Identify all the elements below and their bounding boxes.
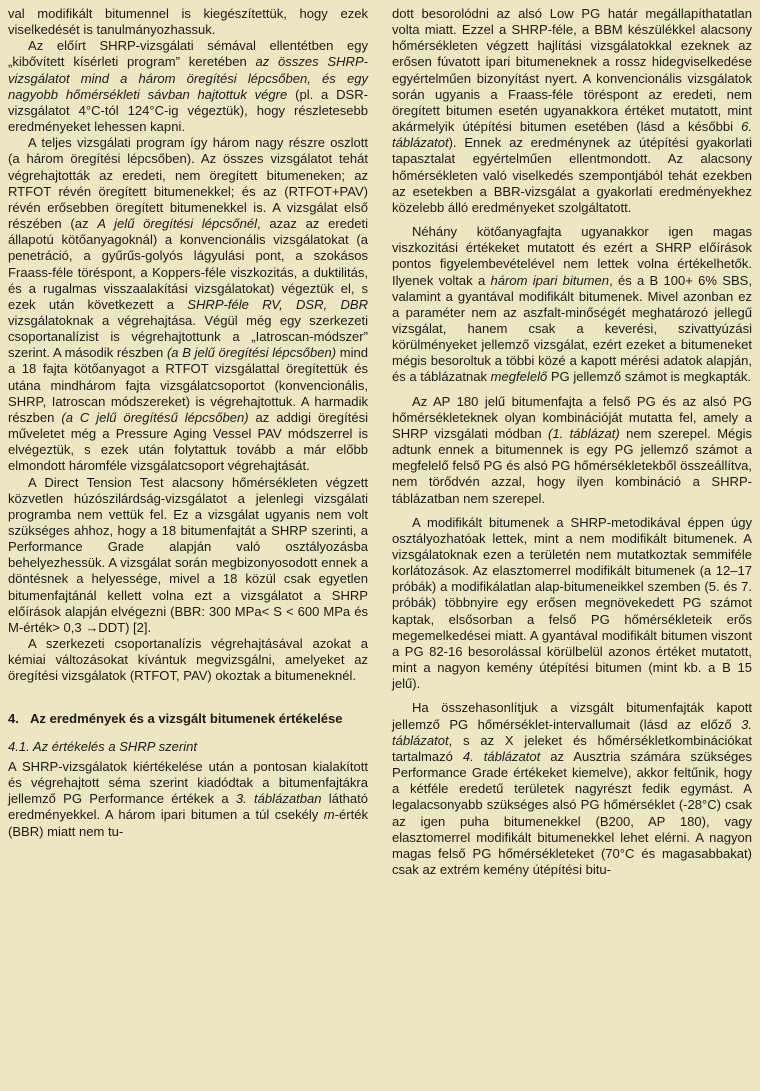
text: dott besorolódni az alsó Low PG határ megállapíthatatlan volta miatt. Ezzel a SHRP-féle, a BBM készülékkel alacsony hőmérsékleten végzett hajlítási vizsgálatokkal ezeknek az erősen fúvatott ipari bitumeneknek a rossz hidegviselkedése egyértelműen bizonyítást nyert. A konvencionális vizsgálatok során ugyanis a Fraass-féle töréspont az eredeti, nem öregített bitumen esetén ugyanakkora értéket mutatott, mint akármelyik útépítési bitumen esetében (lásd a későbbi — [392, 6, 752, 135]
paragraph — [8, 636, 368, 684]
text: nem szerepel. Mégis adtunk ennek a bitumennek is egy PG jellemző számot a megfelelő felső PG és alsó PG hőmérsékletekből összeállítva, nem törődvén azzal, hogy ilyen kombináció a SHRP-táblázatban nem szerepel. — [392, 425, 752, 506]
text: A SHRP-vizsgálatok kiértékelése után a pontosan kialakított és végrehajtott séma szerint kiadódtak a bitumenfajtákra jellemző PG Performance értékek a — [8, 758, 368, 807]
text: az Ausztria számára szükséges Performance Grade értékeket kiemelve), akkor feltűnik, hogy a kétféle eredetű területek nagyrészt fedik egymást. A legalacsonyabb szükséges alsó PG hőmérséklet (-28°C) csak az igen puha bitumenekkel (B200, AP 180), vagy elasztomerrel modifikált bitumenekkel lehet elérni. A nagyon magas felső PG hőmérsékleteket (70°C és magasabbakat) csak az extrém kemény útépítési bitu- — [392, 748, 752, 877]
paragraph — [392, 700, 752, 878]
section-title: Az eredmények és a vizsgált bitumenek értékelése — [30, 710, 343, 726]
paragraph — [8, 135, 368, 474]
text: ). Ennek az eredménynek az útépítési gyakorlati tapasztalat egyértelműen ellentmondott. Az alacsony hőmérsékleten való viselkedés szempontjából tehát ezekben az esetekben a BBR-vizsgálat a gyakorlati eredményekhez közelebb álló eredményeket szolgáltatott. — [392, 135, 752, 215]
section-number: 4. — [8, 710, 19, 726]
emphasis: megfelelő — [490, 369, 548, 385]
text: A szerkezeti csoportanalízis végrehajtásával azokat a kémiai változásokat kívántuk megvizsgálni, amelyeket az öregítési vizsgálatok (RTFOT, PAV) okoztak a bitumeneknél. — [8, 636, 368, 684]
subsection-heading: 4.1. Az értékelés a SHRP szerint — [8, 738, 198, 754]
text: Az előírt SHRP-vizsgálati sémával ellentétben egy „kibővített kísérleti program” keretében — [8, 38, 368, 70]
text: A Direct Tension Test alacsony hőmérsékleten végzett közvetlen húzószilárdság-vizsgálatot a jelenlegi vizsgálati programba nem vettük fel. Ez a vizsgálat ugyanis nem volt szükséges ahhoz, hogy a 18 bitumenfajtát a SHRP szerinti, a Performance Grade alapján való osztályozásba behelyezhessük. A vizsgálat során megbizonyosodott ennek a döntésnek a helyessége, mivel a 18 közül csak egyetlen bitumenfajtánál kellett volna ezt a vizsgálatot a SHRP előírások alapján elvégezni (BBR: 300 MPa< S < 600 MPa és M-érték> 0,3 →DDT) [2]. — [8, 474, 368, 635]
emphasis: SHRP-féle RV, DSR, DBR — [187, 296, 369, 312]
text: val modifikált bitumennel is kiegészítettük, hogy ezek viselkedését is tanulmányozhassuk. — [8, 6, 368, 38]
text: A modifikált bitumenek a SHRP-metodikával éppen úgy osztályozhatóak lettek, mint a nem modifikált bitumenek. A vizsgálatoknak ezen a területén nem mutatkoztak semmiféle korlátozások. Az elasztomerrel modifikált bitumenek (a 12–17 próbák) a modifikálatlan alap-bitumeneikkel szemben (5. és 7. próbák) többnyire egy erősen megnövekedett PG számot kaptak, elsősorban a felső PG hőmérsékleteik erős megemelkedései miatt. A gyantával modifikált bitumen viszont a PG 82-16 besorolással körülbelül azonos értéket mutatott, mint a nagyon kemény útépítési bitumen (mint kb. a B 15 jelű). — [392, 514, 752, 692]
paragraph — [392, 394, 752, 507]
emphasis: az összes SHRP-vizsgálatot mind a három öregítési lépcsőben, és egy nagyobb hőmérsékleti sávban hajtottuk végre — [8, 54, 368, 102]
emphasis: három ipari bitumen — [490, 272, 610, 288]
section-heading — [8, 711, 368, 727]
text: vizsgálatoknak a végrehajtása. Végül még egy szerkezeti csoportanalízist is végrehajtottunk a „Iatroscan-módszer” szerint. A második részben — [8, 312, 368, 361]
left-column — [8, 6, 368, 1091]
text: Néhány kötőanyagfajta ugyanakkor igen magas viszkozitási értékeket mutatott és ezért a SHRP előírások pontos figyelembevételével nem lettek volna értékelhetők. Ilyenek voltak a — [392, 224, 752, 288]
paragraph — [8, 475, 368, 637]
text: -érték (BBR) miatt nem tu- — [8, 807, 368, 839]
right-column — [392, 6, 752, 1091]
paragraph — [8, 759, 368, 840]
paragraph — [392, 6, 752, 216]
emphasis: (a B jelű öregítési lépcsőben) — [166, 345, 337, 361]
emphasis: 4. táblázatot — [462, 748, 541, 764]
text: mind a 18 fajta kötőanyagot a RTFOT vizsgálattal öregítettük és utána mindhárom fajta vizsgálatcsoportot (konvencionális, SHRP, Iatroscan módszereket) is végrehajtottuk. A harmadik részben — [8, 345, 369, 425]
text: Ha összehasonlítjuk a vizsgált bitumenfajták kapott jellemző PG hőmérséklet-intervallumait (lásd az előző — [392, 700, 752, 732]
text: , s az X jeleket és hőmérsékletkombinációkat tartalmazó — [392, 732, 752, 764]
paragraph — [8, 38, 368, 135]
emphasis: 3. táblázatot — [392, 716, 752, 748]
emphasis: 6. táblázatot — [392, 119, 752, 151]
text: , és a B 100+ 6% SBS, valamint a gyantával modifikált bitumenek. Mivel azonban ez a paraméter nem az aszfalt-minőségét meghatározó jellegű vizsgálat, hanem csak a keverési, szivattyúzási körülményeket jellemző vizsgálat, ezért ezeket a bitumeneket mégis besoroltuk a többi közé a kapott mérési adatok alapján, és a táblázatnak — [392, 272, 753, 385]
emphasis: (1. táblázat) — [548, 425, 620, 441]
paragraph — [392, 515, 752, 693]
text: A teljes vizsgálati program így három nagy részre oszlott (a három öregítési lépcsőben). Az összes vizsgálatot tehát végrehajtották az eredeti, nem öregített bitumeneken; az RTFOT révén öregített bitumenekkel; és az (RTFOT+PAV) révén erősebben öregített bitumenekkel is. A vizsgálat első részében (az — [8, 135, 368, 232]
text: , azaz az eredeti állapotú kötőanyagoknál) a konvencionális vizsgálatokat (a penetráció, a gyűrűs-golyós lágyulási pont, a szokásos Fraass-féle töréspont, a Koppers-féle viszkozitás, a duktilitás, és a rugalmas visszaalakítási vizsgálatokat) végeztük el, s ezek után következett a — [8, 216, 369, 312]
emphasis: A jelű öregítési lépcsőnél — [97, 216, 258, 232]
paragraph — [392, 224, 752, 386]
text: az addigi öregítési műveletet még a Pressure Aging Vessel PAV módszerrel is elvégeztük, s ezek után folytattuk tovább a már előbb elmondott háromféle vizsgálatcsoport végrehajtását. — [8, 409, 368, 474]
emphasis: 3. táblázatban — [235, 791, 322, 807]
text: Az AP 180 jelű bitumenfajta a felső PG és az alsó PG hőmérsékleteknek olyan kombinációját mutatta fel, amely a SHRP vizsgálati módban — [392, 393, 752, 441]
text: látható eredményekkel. A három ipari bitumen a túl csekély — [8, 791, 368, 823]
text: PG jellemző számot is megkapták. — [547, 369, 751, 385]
emphasis: m — [323, 807, 335, 823]
paragraph — [8, 6, 368, 38]
text: (pl. a DSR-vizsgálatot 4°C-tól 124°C-ig végeztük), hogy részletesebb eredményeket lehessen kapni. — [8, 86, 368, 135]
emphasis: (a C jelű öregítésű lépcsőben) — [61, 409, 249, 425]
